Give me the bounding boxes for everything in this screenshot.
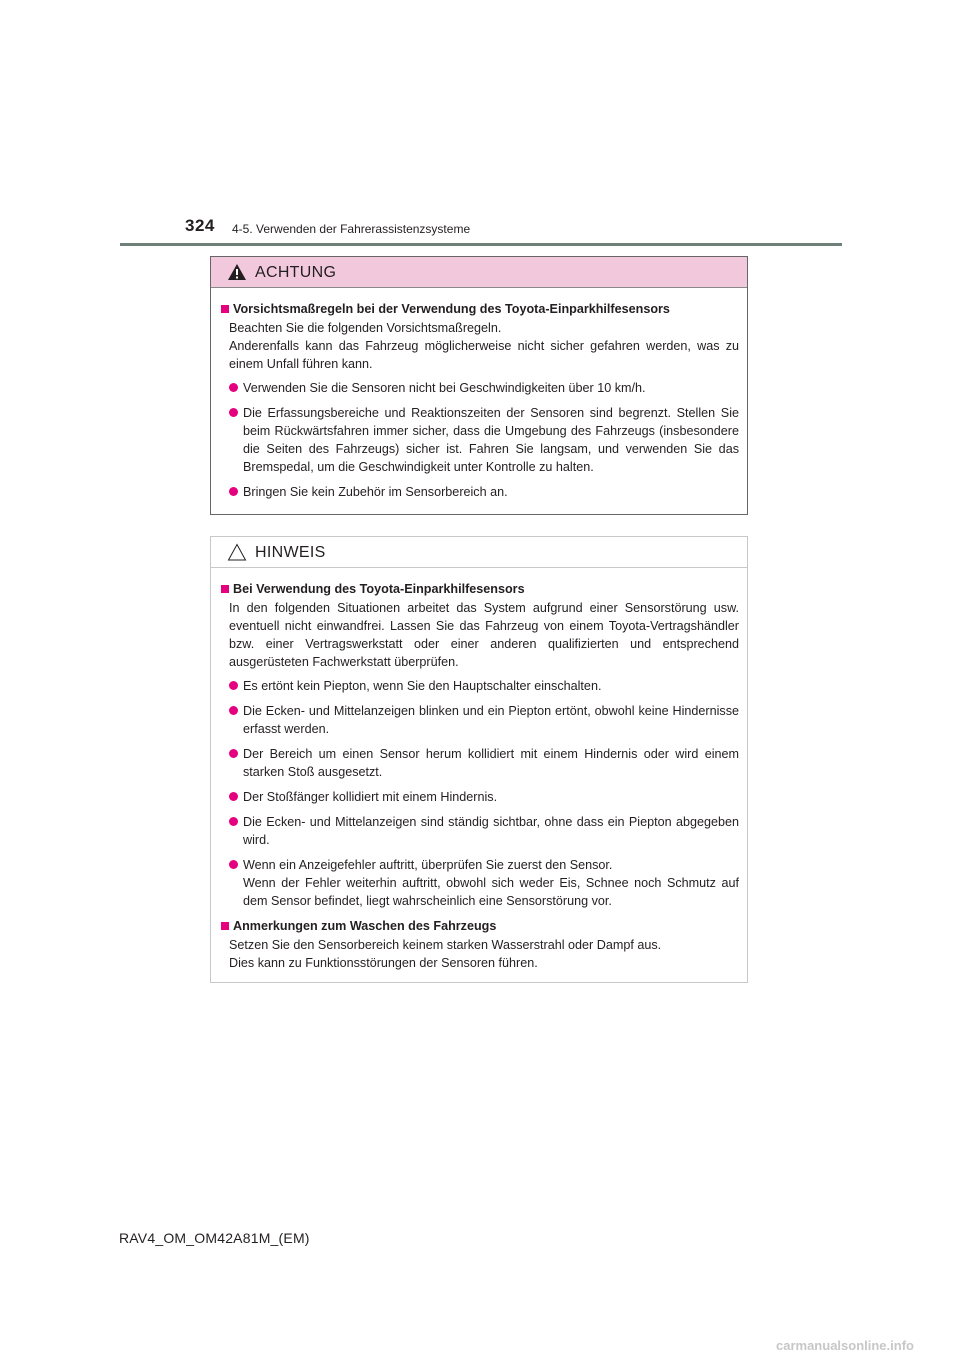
list-item-text: Bringen Sie kein Zubehör im Sensorbereich an. bbox=[243, 485, 508, 499]
square-bullet-icon bbox=[221, 585, 229, 593]
list-item-text: Die Ecken- und Mittelanzeigen sind ständig sichtbar, ohne dass ein Piepton abgegeben wird. bbox=[243, 815, 739, 847]
notice-intro-2 bbox=[219, 936, 739, 972]
dot-bullet-icon bbox=[229, 408, 238, 417]
warning-intro bbox=[219, 319, 739, 373]
list-item bbox=[219, 379, 739, 397]
watermark: carmanualsonline.info bbox=[776, 1338, 914, 1353]
warning-triangle-icon bbox=[227, 263, 247, 281]
dot-bullet-icon bbox=[229, 860, 238, 869]
notice-box bbox=[210, 536, 748, 983]
list-item bbox=[219, 788, 739, 806]
list-item-text: Es ertönt kein Piepton, wenn Sie den Hauptschalter einschalten. bbox=[243, 679, 602, 693]
list-item-text: Verwenden Sie die Sensoren nicht bei Geschwindigkeiten über 10 km/h. bbox=[243, 381, 646, 395]
notice-heading-1 bbox=[219, 580, 739, 598]
list-item-text: Die Ecken- und Mittelanzeigen blinken und ein Piepton ertönt, obwohl keine Hindernisse erfasst werden. bbox=[243, 704, 739, 736]
section-title: 4-5. Verwenden der Fahrerassistenzsysteme bbox=[232, 222, 471, 236]
list-item bbox=[219, 702, 739, 738]
notice-box-body bbox=[211, 568, 747, 972]
list-item bbox=[219, 856, 739, 910]
dot-bullet-icon bbox=[229, 817, 238, 826]
list-item bbox=[219, 677, 739, 695]
list-item-text: Der Stoßfänger kollidiert mit einem Hindernis. bbox=[243, 790, 498, 804]
list-item-text: Der Bereich um einen Sensor herum kollidiert mit einem Hindernis oder wird einem starken Stoß ausgesetzt. bbox=[243, 747, 739, 779]
list-item-line2: Wenn der Fehler weiterhin auftritt, obwohl sich weder Eis, Schnee noch Schmutz auf dem Sensor befindet, liegt wahrscheinlich eine Sensorstörung vor. bbox=[243, 876, 739, 908]
dot-bullet-icon bbox=[229, 706, 238, 715]
square-bullet-icon bbox=[221, 305, 229, 313]
square-bullet-icon bbox=[221, 922, 229, 930]
notice-triangle-icon bbox=[227, 543, 247, 561]
warning-box bbox=[210, 256, 748, 515]
list-item bbox=[219, 483, 739, 501]
header-rule bbox=[120, 243, 842, 246]
list-item-line1: Wenn ein Anzeigefehler auftritt, überprüfen Sie zuerst den Sensor. bbox=[243, 858, 613, 872]
notice-intro-2-line2: Dies kann zu Funktionsstörungen der Sensoren führen. bbox=[229, 956, 538, 970]
page-number: 324 bbox=[185, 216, 215, 235]
dot-bullet-icon bbox=[229, 749, 238, 758]
warning-intro-line1: Beachten Sie die folgenden Vorsichtsmaßregeln. bbox=[229, 321, 502, 335]
warning-box-header bbox=[211, 257, 747, 288]
notice-intro-1: In den folgenden Situationen arbeitet das System aufgrund einer Sensorstörung usw. eventuell nicht einwandfrei. Lassen Sie das Fahrzeug von einem Toyota-Vertragshändler bzw. einer Vertragswerkstatt oder einer anderen qualifizierten und entsprechend ausgerüsteten Fachwerkstatt überprüfen. bbox=[229, 601, 739, 669]
list-item bbox=[219, 745, 739, 781]
warning-box-title: ACHTUNG bbox=[255, 264, 337, 281]
notice-heading-2-text: Anmerkungen zum Waschen des Fahrzeugs bbox=[233, 919, 497, 933]
notice-heading-1-text: Bei Verwendung des Toyota-Einparkhilfesensors bbox=[233, 582, 525, 596]
notice-intro-2-line1: Setzen Sie den Sensorbereich keinem starken Wasserstrahl oder Dampf aus. bbox=[229, 938, 662, 952]
dot-bullet-icon bbox=[229, 792, 238, 801]
list-item bbox=[219, 813, 739, 849]
notice-box-header bbox=[211, 537, 747, 568]
warning-heading bbox=[219, 300, 739, 318]
dot-bullet-icon bbox=[229, 681, 238, 690]
footer-document-code: RAV4_OM_OM42A81M_(EM) bbox=[119, 1230, 310, 1246]
dot-bullet-icon bbox=[229, 487, 238, 496]
dot-bullet-icon bbox=[229, 383, 238, 392]
notice-box-title: HINWEIS bbox=[255, 544, 326, 561]
list-item bbox=[219, 404, 739, 476]
list-item-text bbox=[243, 856, 739, 910]
warning-heading-text: Vorsichtsmaßregeln bei der Verwendung des Toyota-Einparkhilfesensors bbox=[233, 302, 670, 316]
warning-box-body bbox=[211, 288, 747, 501]
list-item-text: Die Erfassungsbereiche und Reaktionszeiten der Sensoren sind begrenzt. Stellen Sie beim Rückwärtsfahren immer sicher, dass die Umgebung des Fahrzeugs (insbesondere die Seiten des Fahrzeugs) sicher ist. Fahren Sie langsam, und verwenden Sie das Bremspedal, um die Geschwindigkeit unter Kontrolle zu halten. bbox=[243, 406, 739, 474]
notice-heading-2 bbox=[219, 917, 739, 935]
warning-intro-line2: Anderenfalls kann das Fahrzeug möglicherweise nicht sicher gefahren werden, was zu einem Unfall führen kann. bbox=[229, 339, 739, 371]
